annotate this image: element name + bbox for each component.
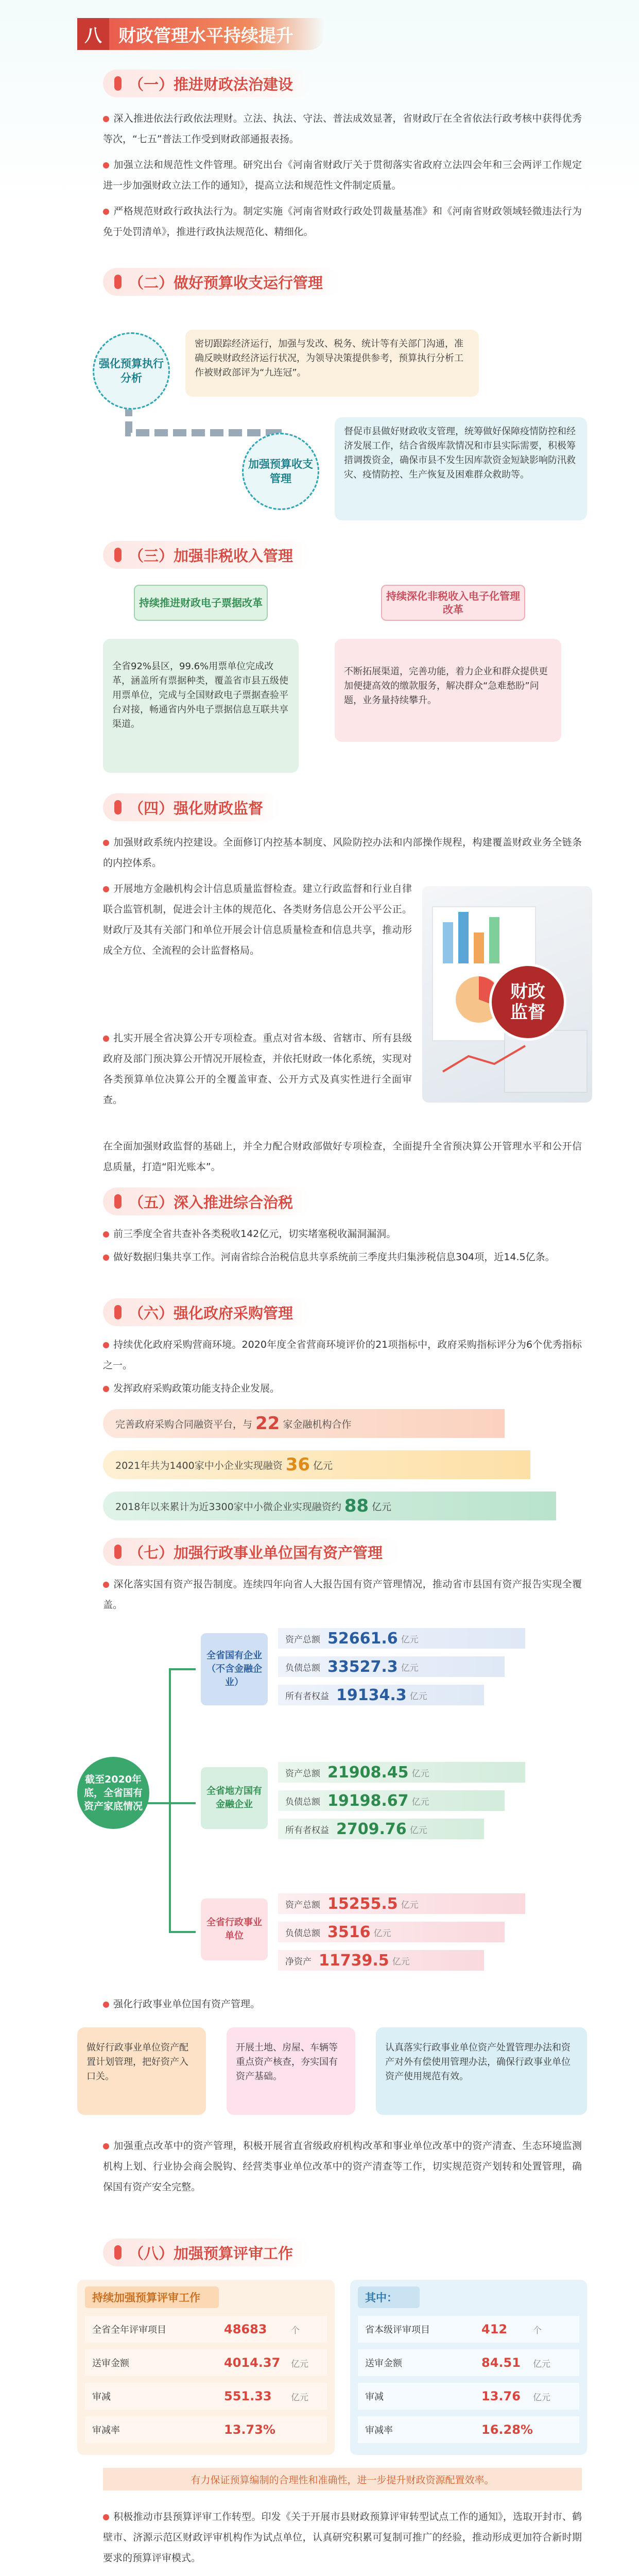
bullet-icon bbox=[103, 1386, 109, 1392]
bullet-icon bbox=[103, 1231, 109, 1238]
procurement-bar-2: 2021年共为1400家中小企业实现融资 36 亿元 bbox=[103, 1450, 530, 1479]
paragraph: 做好数据归集共享工作。河南省综合治税信息共享系统前三季度共归集涉税信息304项，近14.5亿条。 bbox=[103, 1247, 582, 1267]
paragraph: 深化落实国有资产报告制度。连续四年向省人大报告国有资产管理情况，推动省市县国有资产报告实现全覆盖。 bbox=[103, 1579, 582, 1611]
category-admin-units: 全省行政事业单位 bbox=[201, 1899, 268, 1960]
paragraph: 积极推动市县预算评审工作转型。印发《关于开展市县财政预算评审转型试点工作的通知》，选取开封市、鹤壁市、济源示范区财政评审机构作为试点单位，认真研究积累可复制可推广的经验，推动形成更加符合新时期要求的预算评审模式。 bbox=[103, 2511, 582, 2564]
review-left-title: 持续加强预算评审工作 bbox=[85, 2286, 219, 2308]
paragraph: 开展地方金融机构会计信息质量监督检查。建立行政监督和行业自律联合监管机制，促进会计主体的规范化、各类财务信息公开公平公正。财政厅及其有关部门和单位开展会计信息质量检查和信息共享，推动形成全方位、全流程的会计监督格局。 bbox=[103, 883, 412, 956]
bullet-icon bbox=[103, 2002, 109, 2008]
paragraph: 发挥政府采购政策功能支持企业发展。 bbox=[103, 1378, 582, 1399]
asset-row: 负债总额 19198.67 亿元 bbox=[278, 1790, 505, 1811]
bullet-icon bbox=[103, 1342, 109, 1348]
category-financial-enterprise: 全省地方国有金融企业 bbox=[201, 1767, 268, 1829]
category-state-enterprise: 全省国有企业（不含金融企业） bbox=[201, 1633, 268, 1705]
paragraph: 加强财政系统内控建设。全面修订内控基本制度、风险防控办法和内部操作规程，构建覆盖财政业务全链条的内控体系。 bbox=[103, 837, 582, 869]
asset-row: 资产总额 15255.5 亿元 bbox=[278, 1893, 525, 1914]
heading-legal-construction: （一）推进财政法治建设 bbox=[103, 70, 310, 97]
review-row: 全省全年评审项目 48683 个 bbox=[85, 2316, 327, 2343]
circle-execution-analysis: 强化预算执行分析 bbox=[93, 332, 170, 410]
execution-analysis-text: 密切跟踪经济运行，加强与发改、税务、统计等有关部门沟通，准确反映财政经济运行状况，为领导决策提供参考，预算执行分析工作被财政部评为“九连冠”。 bbox=[185, 330, 479, 397]
section-banner bbox=[77, 18, 324, 50]
asset-card-2: 开展土地、房屋、车辆等重点资产核查，夯实国有资产基础。 bbox=[227, 2027, 355, 2115]
heading-budget-operation: （二）做好预算收支运行管理 bbox=[103, 268, 340, 296]
bullet-icon bbox=[103, 1255, 109, 1261]
heading-state-assets: （七）加强行政事业单位国有资产管理 bbox=[103, 1538, 400, 1566]
electronic-receipt-text: 全省92%县区，99.6%用票单位完成改革，涵盖所有票据种类，覆盖省市县五级使用票单位，完成与全国财政电子票据查验平台对接，畅通省内外电子票据信息互联共享渠道。 bbox=[103, 639, 299, 773]
bullet-icon bbox=[103, 1582, 109, 1588]
paragraph: 在全面加强财政监督的基础上，并全力配合财政部做好专项检查，全面提升全省预决算公开管理水平和公开信息质量，打造“阳光账本”。 bbox=[103, 1141, 582, 1173]
review-row: 审减 551.33 亿元 bbox=[85, 2383, 327, 2410]
asset-card-1: 做好行政事业单位资产配置计划管理，把好资产入口关。 bbox=[77, 2027, 206, 2115]
asset-card-3: 认真落实行政事业单位资产处置管理办法和资产对外有偿使用管理办法，确保行政事业单位资产使用规范有效。 bbox=[376, 2027, 587, 2115]
review-right-title: 其中： bbox=[358, 2286, 420, 2308]
bullet-icon bbox=[103, 162, 109, 168]
review-row: 审减率 16.28% bbox=[358, 2416, 579, 2443]
bullet-icon bbox=[103, 116, 109, 122]
review-row: 送审金额 84.51 亿元 bbox=[358, 2349, 579, 2376]
heading-nontax-revenue: （三）加强非税收入管理 bbox=[103, 541, 310, 569]
procurement-bar-1: 完善政府采购合同融资平台，与 22 家金融机构合作 bbox=[103, 1409, 505, 1438]
banner-number: 八 bbox=[77, 18, 109, 50]
bullet-icon bbox=[103, 1036, 109, 1042]
procurement-bar-3: 2018年以来累计为近3300家中小微企业实现融资约 88 亿元 bbox=[103, 1492, 556, 1520]
bullet-icon bbox=[103, 2514, 109, 2520]
paragraph: 加强立法和规范性文件管理。研究出台《河南省财政厅关于贯彻落实省政府立法四会年和三会两评工作规定 进一步加强财政立法工作的通知》，提高立法和规范性文件制定质量。 bbox=[103, 159, 582, 191]
bullet-icon bbox=[103, 886, 109, 892]
asset-row: 净资产 11739.5 亿元 bbox=[278, 1950, 484, 1971]
supervision-illustration bbox=[422, 886, 592, 1103]
budget-management-text: 督促市县做好财政收支管理，统筹做好保障疫情防控和经济发展工作，结合省级库款情况和市县实际需要，积极筹措调拨资金，确保市县不发生因库款资金短缺影响防汛救灾、疫情防控、生产恢复及困难群众救助等。 bbox=[335, 417, 587, 520]
asset-center-circle: 截至2020年底，全省国有资产家底情况 bbox=[77, 1757, 149, 1829]
asset-row: 资产总额 21908.45 亿元 bbox=[278, 1762, 525, 1783]
tag-nontax-electronic: 持续深化非税收入电子化管理改革 bbox=[381, 585, 525, 621]
paragraph: 深入推进依法行政依法理财。立法、执法、守法、普法成效显著，省财政厅在全省依法行政考核中获得优秀等次，“七五”普法工作受到财政部通报表扬。 bbox=[103, 113, 582, 145]
nontax-electronic-text: 不断拓展渠道，完善功能，着力企业和群众提供更加便捷高效的缴款服务，解决群众“急难愁盼”问题，业务量持续攀升。 bbox=[335, 639, 561, 742]
paragraph: 扎实开展全省决算公开专项检查。重点对省本级、省辖市、所有县级政府及部门预决算公开情况开展检查，并依托财政一体化系统，实现对各类预算单位决算公开的全覆盖审查、公开方式及真实性进行全面审查。 bbox=[103, 1032, 412, 1106]
asset-row: 资产总额 52661.6 亿元 bbox=[278, 1628, 525, 1649]
tag-electronic-receipt: 持续推进财政电子票据改革 bbox=[134, 585, 268, 621]
review-row: 审减率 13.73% bbox=[85, 2416, 327, 2443]
circle-budget-management: 加强预算收支管理 bbox=[242, 433, 319, 510]
review-row: 审减 13.76 亿元 bbox=[358, 2383, 579, 2410]
banner-title: 财政管理水平持续提升 bbox=[118, 25, 293, 46]
paragraph: 持续优化政府采购营商环境。2020年度全省营商环境评价的21项指标中，政府采购指标评分为6个优秀指标之一。 bbox=[103, 1339, 582, 1371]
asset-row: 负债总额 3516 亿元 bbox=[278, 1922, 505, 1942]
review-row: 送审金额 4014.37 亿元 bbox=[85, 2349, 327, 2376]
asset-row: 负债总额 33527.3 亿元 bbox=[278, 1656, 505, 1677]
review-row: 省本级评审项目 412 个 bbox=[358, 2316, 579, 2343]
stamp-badge: 财政监督 bbox=[489, 963, 566, 1041]
paragraph: 严格规范财政行政执法行为。制定实施《河南省财政行政处罚裁量基准》和《河南省财政领域轻微违法行为免于处罚清单》，推进行政执法规范化、精细化。 bbox=[103, 206, 582, 238]
heading-tax-governance: （五）深入推进综合治税 bbox=[103, 1188, 310, 1215]
asset-row: 所有者权益 2709.76 亿元 bbox=[278, 1819, 484, 1839]
asset-row: 所有者权益 19134.3 亿元 bbox=[278, 1685, 484, 1705]
bullet-icon bbox=[103, 840, 109, 846]
bullet-icon bbox=[103, 209, 109, 215]
review-note: 有力保证预算编制的合理性和准确性，进一步提升财政资源配置效率。 bbox=[103, 2468, 582, 2490]
bullet-icon bbox=[103, 2143, 109, 2149]
paragraph: 加强重点改革中的资产管理，积极开展省直省级政府机构改革和事业单位改革中的资产清查、生态环境监测机构上划、行业协会商会脱钩、经营类事业单位改革中的资产清查等工作，切实规范资产划转和处置管理，确保国有资产安全完整。 bbox=[103, 2140, 582, 2193]
heading-procurement: （六）强化政府采购管理 bbox=[103, 1298, 310, 1326]
heading-fiscal-supervision: （四）强化财政监督 bbox=[103, 793, 281, 821]
paragraph: 前三季度全省共查补各类税收142亿元，切实堵塞税收漏洞漏洞。 bbox=[103, 1224, 582, 1244]
heading-budget-review: （八）加强预算评审工作 bbox=[103, 2239, 310, 2266]
paragraph: 强化行政事业单位国有资产管理。 bbox=[103, 1994, 582, 2014]
